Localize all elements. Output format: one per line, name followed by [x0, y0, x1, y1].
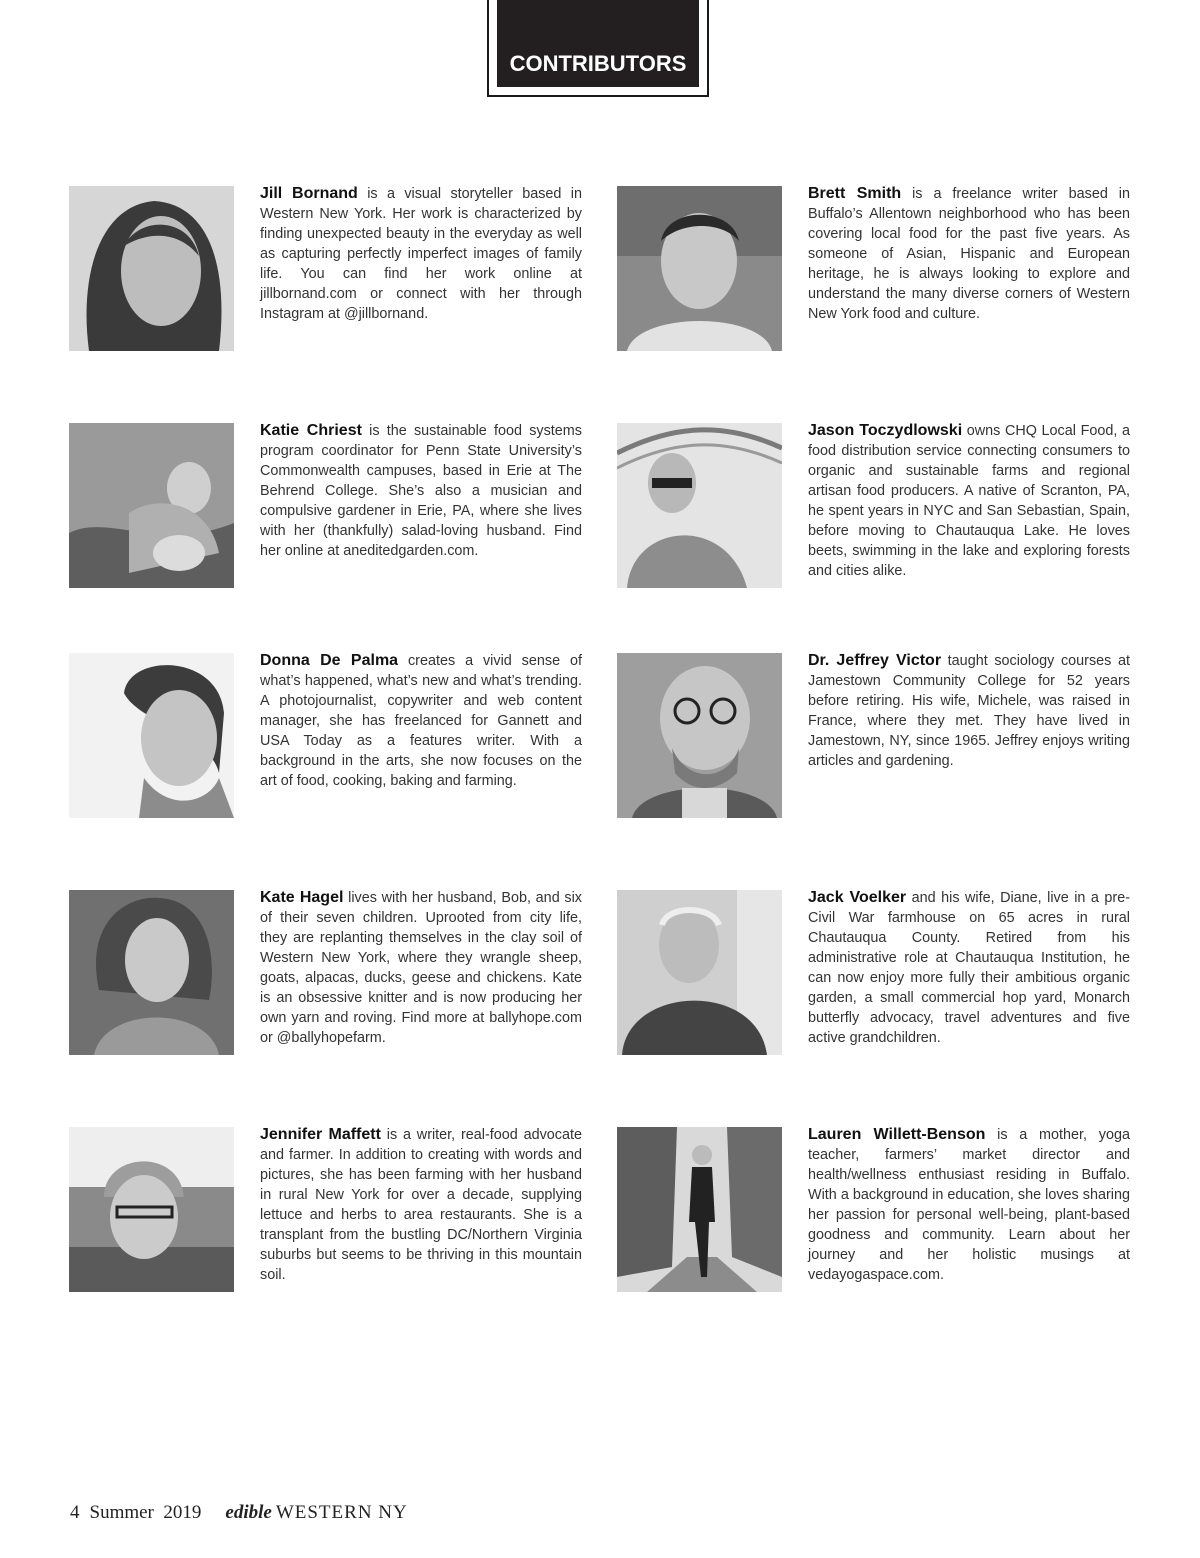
contributor-photo [69, 186, 234, 351]
contributor-bio-text: taught sociology courses at Jamestown Community College for 52 years before retiring. His wife, Michele, was raised in France, where they met. They have lived in Jamestown, NY, since 1965. Jeffrey enjoys writing articles and gardening. [808, 653, 1130, 769]
contributor-name: Donna De Palma [260, 652, 399, 669]
contributor-photo [617, 186, 782, 351]
contributor-bio [808, 651, 1130, 771]
contributor-bio [808, 421, 1130, 581]
page-footer [70, 1502, 408, 1526]
contributor-bio [808, 888, 1130, 1048]
contributor-photo [69, 423, 234, 588]
contributor-bio-text: owns CHQ Local Food, a food distribution service connecting consumers to organic and sustainable farms and regional artisan food producers. A native of Scranton, PA, he spent years in NYC and San Sebastian, Spain, before moving to Chautauqua Lake. He loves beets, swimming in the lake and exploring forests and cities alike. [808, 423, 1130, 579]
contributor-photo [69, 890, 234, 1055]
contributor-bio-text: creates a vivid sense of what’s happened, what’s new and what’s trending. A photojournalist, copywriter and web content manager, she has freelanced for Gannett and USA Today as a features writer. With a background in the arts, she now focuses on the art of food, cooking, baking and farming. [260, 653, 582, 789]
contributor-bio [808, 184, 1130, 324]
contributor-bio [808, 1125, 1130, 1285]
contributor-bio [260, 184, 582, 324]
contributor-photo [617, 423, 782, 588]
contributor-bio-text: is a freelance writer based in Buffalo’s Allentown neighborhood who has been covering local food for the past five years. As someone of Asian, Hispanic and European heritage, he is always looking to explore and understand the many diverse corners of Western New York food and culture. [808, 186, 1130, 322]
contributor-name: Jack Voelker [808, 889, 907, 906]
contributor-bio [260, 888, 582, 1048]
section-header-box [487, 0, 709, 97]
contributor-bio [260, 651, 582, 791]
contributor-photo [617, 1127, 782, 1292]
contributor-bio [260, 421, 582, 561]
contributor-name: Brett Smith [808, 185, 902, 202]
contributor-bio-text: and his wife, Diane, live in a pre-Civil War farmhouse on 65 acres in rural Chautauqua County. Retired from his administrative role at Chautauqua Institution, he can now enjoy more fully their ambitious organic garden, a small commercial hop yard, Monarch butterfly advocacy, travel adventures and five active grandchildren. [808, 890, 1130, 1046]
contributor-bio-text: is a writer, real-food advocate and farmer. In addition to creating with words and pictures, she has been farming with her husband in rural New York for over a decade, supplying lettuce and herbs to area restaurants. She is a transplant from the bustling DC/Northern Virginia suburbs but seems to be thriving in this mountain soil. [260, 1127, 583, 1283]
brand-italic: edible [225, 1502, 272, 1523]
contributor-name: Lauren Willett-Benson [808, 1126, 986, 1143]
section-header-band [497, 0, 699, 87]
contributor-name: Jill Bornand [260, 185, 358, 202]
contributor-name: Kate Hagel [260, 889, 344, 906]
brand-name: WESTERN NY [275, 1502, 408, 1523]
contributor-name: Jason Toczydlowski [808, 422, 963, 439]
contributor-photo [69, 653, 234, 818]
contributor-bio-text: lives with her husband, Bob, and six of their seven children. Uprooted from city life, they are replanting themselves in the clay soil of Western New York, where they wrangle sheep, goats, alpacas, ducks, geese and chickens. Kate is an obsessive knitter and is now producing her own yarn and roving. Find more at ballyhope.com or @ballyhopefarm. [260, 890, 582, 1046]
section-title: CONTRIBUTORS [509, 51, 687, 76]
page-number: 4 [70, 1502, 80, 1523]
contributor-photo [69, 1127, 234, 1292]
contributor-name: Jennifer Maffett [260, 1126, 381, 1143]
contributor-name: Dr. Jeffrey Victor [808, 652, 942, 669]
contributor-bio-text: is a mother, yoga teacher, farmers’ market director and health/wellness enthusiast residing in Buffalo. With a background in education, she loves sharing her passion for personal well-being, plant-based goodness and community. Learn about her journey and her holistic musings at vedayogaspace.com. [808, 1127, 1131, 1283]
contributor-bio [260, 1125, 582, 1285]
contributor-photo [617, 653, 782, 818]
contributor-name: Katie Chriest [260, 422, 362, 439]
contributor-photo [617, 890, 782, 1055]
issue-label: Summer 2019 [89, 1502, 202, 1523]
contributor-bio-text: is the sustainable food systems program coordinator for Penn State University’s Commonwealth campuses, based in Erie at The Behrend College. She’s also a musician and compulsive gardener in Erie, PA, where she lives with her (thankfully) salad-loving husband. Find her online at aneditedgarden.com. [260, 423, 582, 559]
contributor-bio-text: is a visual storyteller based in Western New York. Her work is characterized by finding unexpected beauty in the everyday as well as capturing perfectly imperfect images of family life. You can find her work online at jillbornand.com or connect with her through Instagram at @jillbornand. [260, 186, 582, 322]
